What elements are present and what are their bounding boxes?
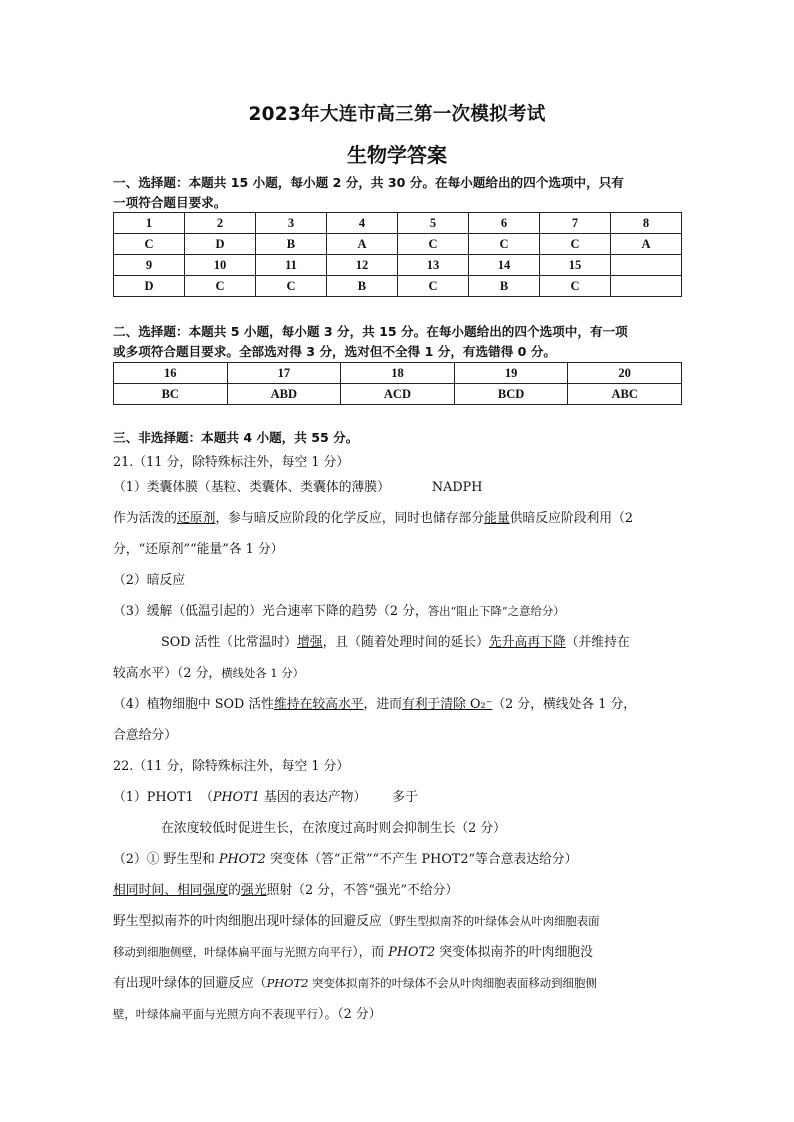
section2-heading-line2: 或多项符合题目要求。全部选对得 3 分，选对但不全得 1 分，有选错得 0 分。 (113, 344, 557, 359)
section1-table-cell: 3 (255, 213, 326, 234)
underlined-key: 先升高再下降 (488, 635, 566, 650)
text-span: 多于 (392, 790, 418, 805)
q21-answer-2: （2）暗反应 (113, 573, 186, 588)
q21-answer-1 (113, 476, 482, 495)
text-span: ，进而 (363, 697, 402, 712)
section1-heading-line2: 一项符合题目要求。 (113, 195, 227, 210)
section1-table-cell: C (397, 234, 468, 255)
section1-table-cell: B (326, 276, 397, 297)
q22-answer-2-line4 (113, 941, 593, 960)
explanation-note: 野生型拟南芥的叶绿体会从叶肉细胞表面 (394, 914, 600, 928)
section2-table-cell: BCD (454, 384, 568, 405)
q21-header: 21.（11 分，除特殊标注外，每空 1 分） (113, 455, 350, 470)
section2-table-cell: BC (114, 384, 228, 405)
section2-answer-table (113, 362, 682, 405)
section1-table-cell: C (114, 234, 185, 255)
text-span: 野生型拟南芥的叶肉细胞出现叶绿体的回避反应（ (113, 914, 395, 929)
section1-table-cell: A (326, 234, 397, 255)
section1-table-cell: C (540, 276, 611, 297)
q22-answer-2 (113, 848, 577, 867)
section1-table-cell (611, 276, 682, 297)
section1-table-cell: 9 (114, 255, 185, 276)
q22-answer-2-line5 (113, 972, 597, 991)
section2-table-row (114, 363, 682, 384)
q21-answer-3-line3 (113, 662, 304, 681)
section1-table-cell: B (469, 276, 540, 297)
explanation-note: 移动到细胞侧壁，叶绿体扁平面与光照方向平行 (113, 945, 353, 959)
section1-answer-table (113, 212, 682, 297)
text-span: （4）植物细胞中 SOD 活性 (113, 697, 274, 712)
text-span: ，且（随着处理时间的延长） (322, 635, 489, 650)
section1-table-cell: C (397, 276, 468, 297)
q22-answer-1-line2: 在浓度较低时促进生长，在浓度过高时则会抑制生长（2 分） (161, 821, 506, 836)
q21-answer-4-line2: 合意给分） (113, 728, 177, 743)
q22-answer-2-line6 (113, 1003, 381, 1022)
text-span: （2）① 野生型和 (113, 852, 219, 867)
section1-table-cell: 13 (397, 255, 468, 276)
section1-table-cell: 15 (540, 255, 611, 276)
text-span: 较高水平）（2 分， (113, 666, 222, 681)
text-span: ）。（2 分） (318, 1007, 382, 1022)
section1-table-cell: 10 (184, 255, 255, 276)
q22-answer-2-line2 (113, 879, 458, 898)
section1-table-cell: 2 (184, 213, 255, 234)
section2-heading (113, 322, 688, 362)
text-span: 有出现叶绿体的回避反应（ (113, 976, 267, 991)
section1-table-cell: 8 (611, 213, 682, 234)
section2-table-cell: 20 (568, 363, 682, 384)
q21-answer-3 (113, 600, 565, 619)
section1-table-cell: B (255, 234, 326, 255)
section1-table-cell: 5 (397, 213, 468, 234)
gene-name: PHOT2 (266, 976, 309, 990)
underlined-key: 能量 (484, 511, 510, 526)
section1-table-row (114, 255, 682, 276)
section1-table-cell: A (611, 234, 682, 255)
q22-header: 22.（11 分，除特殊标注外，每空 1 分） (113, 759, 350, 774)
q21-1-text: （1）类囊体膜（基粒、类囊体、类囊体的薄膜） (113, 480, 390, 495)
scoring-note: 横线处各 1 分） (221, 666, 305, 680)
text-span: ），而 (352, 945, 389, 960)
text-span: （3）缓解（低温引起的）光合速率下降的趋势（2 分， (113, 604, 428, 619)
q21-answer-line3: 分，“还原剂”“能量”各 1 分） (113, 542, 284, 557)
section2-table-cell: 16 (114, 363, 228, 384)
underlined-key: 增强 (296, 635, 323, 650)
text-span: （1）PHOT1 （ (113, 790, 213, 805)
section1-table-cell: C (540, 234, 611, 255)
q21-1-nadph: NADPH (431, 480, 483, 495)
underlined-key: 相同时间、相同强度 (113, 883, 229, 898)
text-span: SOD 活性（比常温时） (161, 635, 297, 650)
underlined-key: 有利于清除 O₂⁻ (401, 697, 493, 712)
underlined-key: 维持在较高水平 (273, 697, 364, 712)
text-span: 的 (228, 883, 241, 898)
text-span: ，参与暗反应阶段的化学反应，同时也储存部分 (215, 511, 485, 526)
section1-table-cell: 11 (255, 255, 326, 276)
gene-name: PHOT2 (218, 852, 266, 867)
section2-table-cell: ACD (341, 384, 455, 405)
section2-heading-line1: 二、选择题：本题共 5 小题，每小题 3 分，共 15 分。在每小题给出的四个选项中，有一项 (113, 324, 628, 339)
section1-table-cell: C (255, 276, 326, 297)
section1-table-cell: 6 (469, 213, 540, 234)
q22-answer-2-line3 (113, 910, 600, 929)
q21-answer-4 (113, 693, 636, 712)
section1-table-cell: C (469, 234, 540, 255)
q21-answer-3-line2 (161, 631, 630, 650)
section1-table-cell: C (184, 276, 255, 297)
explanation-note: 壁，叶绿体扁平面与光照方向不表现平行 (113, 1007, 319, 1021)
text-span: （2 分，横线处各 1 分， (492, 697, 637, 712)
section1-table-row (114, 234, 682, 255)
section1-table-cell: 14 (469, 255, 540, 276)
gene-name: PHOT1 (212, 790, 260, 805)
text-span: 照射（2 分，不答“强光”不给分） (266, 883, 459, 898)
text-span: （并维持在 (565, 635, 630, 650)
text-span: 突变体（答“正常”“不产生 PHOT2”等合意表达给分） (265, 852, 578, 867)
section1-heading-line1: 一、选择题：本题共 15 小题，每小题 2 分，共 30 分。在每小题给出的四个选项中，只有 (113, 175, 624, 190)
section2-table-cell: ABD (227, 384, 341, 405)
section2-table-cell: ABC (568, 384, 682, 405)
text-span: 突变体拟南芥的叶肉细胞没 (435, 945, 593, 960)
section2-table-row (114, 384, 682, 405)
section1-table-cell: 4 (326, 213, 397, 234)
exam-title: 2023年大连市高三第一次模拟考试 (248, 104, 546, 125)
section1-table-cell: D (184, 234, 255, 255)
section1-table-cell: D (114, 276, 185, 297)
section1-heading (113, 173, 688, 213)
underlined-key: 还原剂 (176, 511, 216, 526)
exam-subtitle: 生物学答案 (347, 143, 447, 167)
section2-table-cell: 19 (454, 363, 568, 384)
section3-heading: 三、非选择题：本题共 4 小题，共 55 分。 (113, 430, 359, 445)
section1-table-cell (611, 255, 682, 276)
section2-table-cell: 18 (341, 363, 455, 384)
q21-answer-line2 (113, 507, 633, 526)
section1-table-row (114, 213, 682, 234)
section1-table-cell: 7 (540, 213, 611, 234)
gene-name: PHOT2 (388, 945, 436, 960)
section1-table-row (114, 276, 682, 297)
underlined-key: 强光 (240, 883, 267, 898)
text-span: 作为活泼的 (113, 511, 177, 526)
section1-table-cell: 1 (114, 213, 185, 234)
text-span: 供暗反应阶段利用（2 (509, 511, 634, 526)
q22-answer-1 (113, 786, 418, 805)
scoring-note: 答出“阻止下降”之意给分） (427, 604, 565, 618)
section1-table-cell: 12 (326, 255, 397, 276)
section2-table-cell: 17 (227, 363, 341, 384)
text-span: 基因的表达产物） (259, 790, 367, 805)
explanation-note: 突变体拟南芥的叶绿体不会从叶肉细胞表面移动到细胞侧 (308, 976, 597, 990)
